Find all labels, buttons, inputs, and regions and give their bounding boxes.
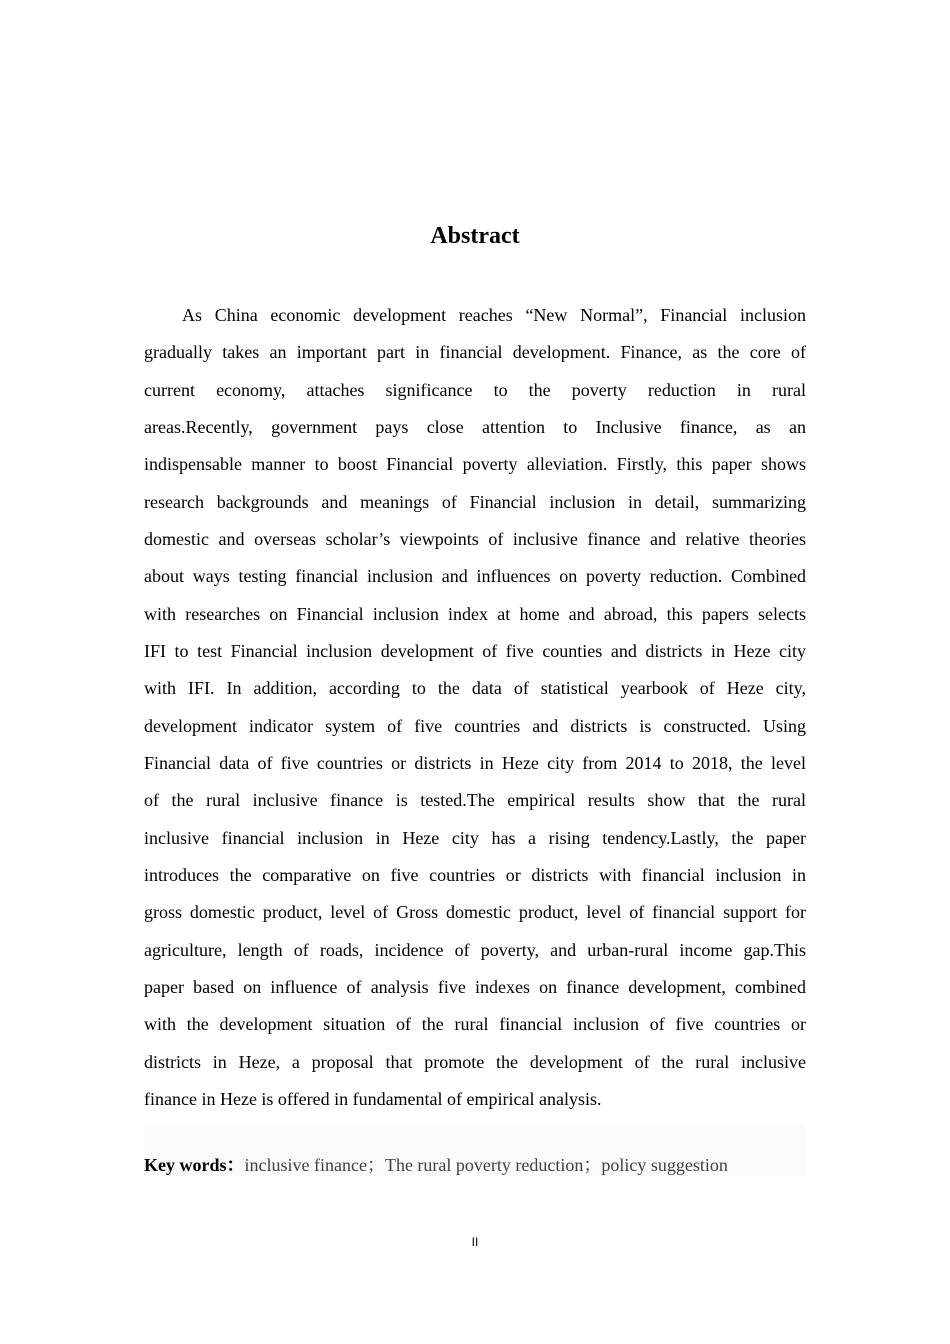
paragraph-line: current economy, attaches significance to the poverty reduction in rural bbox=[144, 379, 806, 400]
page-title: Abstract bbox=[430, 223, 520, 249]
paragraph-line: with researches on Financial inclusion index at home and abroad, this papers selects bbox=[144, 603, 806, 624]
paragraph-line: domestic and overseas scholar’s viewpoints of inclusive finance and relative theories bbox=[144, 528, 806, 549]
abstract-body bbox=[144, 302, 806, 1123]
paragraph-line: gradually takes an important part in financial development. Finance, as the core of bbox=[144, 342, 806, 363]
paragraph-line: gross domestic product, level of Gross domestic product, level of financial support for bbox=[144, 902, 806, 923]
paragraph-line: with IFI. In addition, according to the data of statistical yearbook of Heze city, bbox=[144, 678, 806, 699]
paragraph-line: indispensable manner to boost Financial poverty alleviation. Firstly, this paper shows bbox=[144, 454, 806, 475]
keywords bbox=[144, 1151, 728, 1177]
paragraph-line: introduces the comparative on five countries or districts with financial inclusion in bbox=[144, 864, 806, 885]
paragraph-line: of the rural inclusive finance is tested.The empirical results show that the rural bbox=[144, 790, 806, 811]
paragraph-line: agriculture, length of roads, incidence of poverty, and urban-rural income gap.This bbox=[144, 939, 806, 960]
paragraph-line: areas.Recently, government pays close attention to Inclusive finance, as an bbox=[144, 416, 806, 437]
paragraph-line: research backgrounds and meanings of Financial inclusion in detail, summarizing bbox=[144, 491, 806, 512]
keywords-label: Key words： bbox=[144, 1155, 245, 1175]
paragraph-line: Financial data of five countries or districts in Heze city from 2014 to 2018, the level bbox=[144, 752, 806, 773]
paragraph-line: development indicator system of five countries and districts is constructed. Using bbox=[144, 715, 806, 736]
paragraph-line: about ways testing financial inclusion and influences on poverty reduction. Combined bbox=[144, 566, 806, 587]
paragraph-line: districts in Heze, a proposal that promote the development of the rural inclusive bbox=[144, 1051, 806, 1072]
paragraph-line: paper based on influence of analysis five indexes on finance development, combined bbox=[144, 976, 806, 997]
paragraph-line: inclusive financial inclusion in Heze city has a rising tendency.Lastly, the paper bbox=[144, 827, 806, 848]
page-number: II bbox=[471, 1235, 479, 1249]
paragraph-line: with the development situation of the rural financial inclusion of five countries or bbox=[144, 1014, 806, 1035]
paragraph-line: finance in Heze is offered in fundamental of empirical analysis. bbox=[144, 1088, 602, 1109]
paragraph-line: IFI to test Financial inclusion development of five counties and districts in Heze city bbox=[144, 640, 806, 661]
keywords-list: inclusive finance；The rural poverty reduction；policy suggestion bbox=[244, 1155, 728, 1175]
paragraph-line: As China economic development reaches “New Normal”, Financial inclusion bbox=[182, 305, 806, 325]
